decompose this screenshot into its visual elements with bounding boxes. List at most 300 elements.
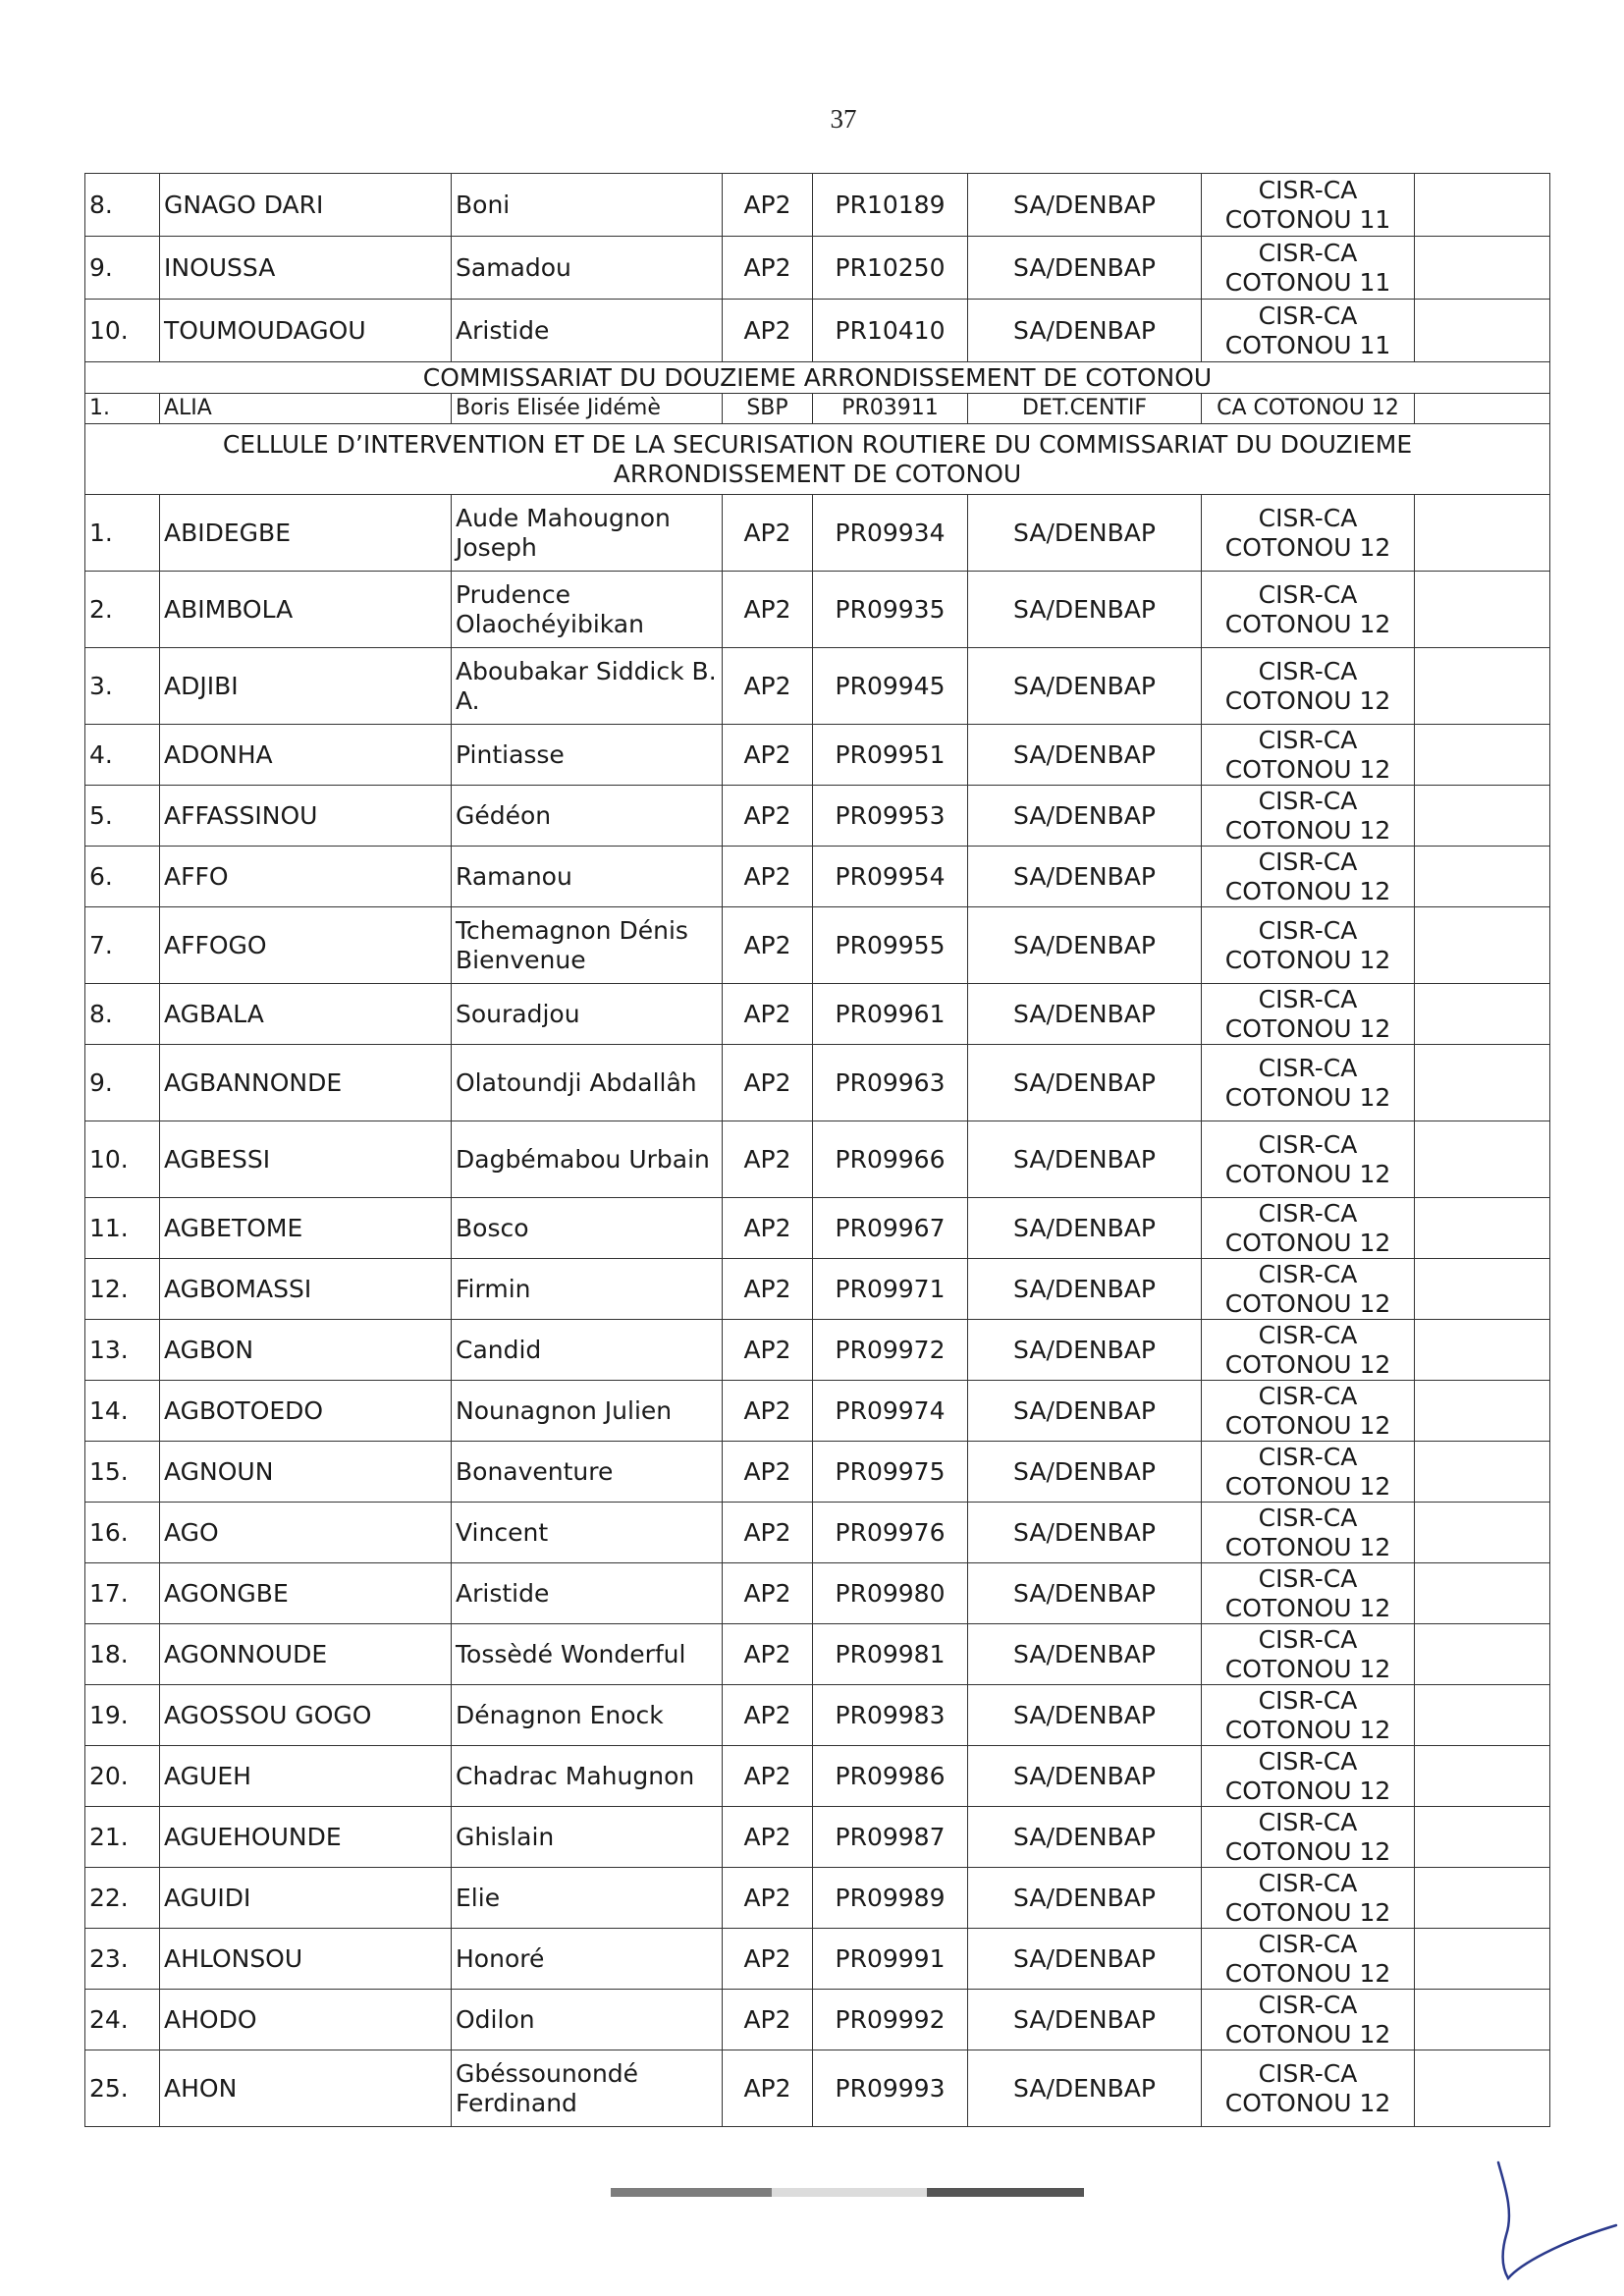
cell-unit-line1: CISR-CA: [1258, 1746, 1358, 1776]
cell-blank: [1415, 1624, 1550, 1685]
cell-unit-line2: COTONOU 12: [1224, 1958, 1391, 1988]
cell-unit-line2: COTONOU 12: [1224, 945, 1391, 974]
cell-unit-line1: CISR-CA: [1258, 1381, 1358, 1410]
table-row: [85, 2050, 1550, 2127]
cell-blank: [1415, 1259, 1550, 1320]
table-row: [85, 725, 1550, 786]
cell-unit-line2: COTONOU 12: [1224, 754, 1391, 784]
cell-id: PR09963: [813, 1045, 968, 1121]
cell-grade: AP2: [723, 786, 813, 847]
cell-department: SA/DENBAP: [968, 1198, 1202, 1259]
cell-last-name: AGUEH: [160, 1746, 452, 1807]
cell-grade: AP2: [723, 1198, 813, 1259]
cell-number: 10.: [85, 300, 160, 362]
cell-number: 6.: [85, 847, 160, 907]
cell-last-name: AFFASSINOU: [160, 786, 452, 847]
cell-last-name: AGBOTOEDO: [160, 1381, 452, 1442]
cell-unit: [1202, 174, 1415, 237]
cell-unit-line1: CISR-CA: [1258, 847, 1358, 876]
cell-id: PR09971: [813, 1259, 968, 1320]
cell-grade: AP2: [723, 1868, 813, 1929]
cell-id: PR10189: [813, 174, 968, 237]
cell-grade: AP2: [723, 1929, 813, 1990]
table-row: [85, 572, 1550, 648]
cell-first-name: Gédéon: [452, 786, 723, 847]
cell-number: 17.: [85, 1563, 160, 1624]
cell-last-name: AGBETOME: [160, 1198, 452, 1259]
cell-first-name: Dagbémabou Urbain: [452, 1121, 723, 1198]
table-row: [85, 300, 1550, 362]
cell-department: SA/DENBAP: [968, 1442, 1202, 1503]
cell-number: 25.: [85, 2050, 160, 2127]
cell-last-name: ADJIBI: [160, 648, 452, 725]
cell-first-name: Samadou: [452, 237, 723, 300]
cell-first-name: Chadrac Mahugnon: [452, 1746, 723, 1807]
cell-department: SA/DENBAP: [968, 1563, 1202, 1624]
cell-unit: [1202, 1259, 1415, 1320]
cell-unit-line1: CISR-CA: [1258, 1868, 1358, 1897]
cell-unit-line2: COTONOU 12: [1224, 876, 1391, 905]
cell-blank: [1415, 1121, 1550, 1198]
cell-unit-line1: CISR-CA: [1258, 579, 1358, 609]
cell-unit-line2: COTONOU 12: [1224, 1013, 1391, 1043]
cell-department: SA/DENBAP: [968, 1929, 1202, 1990]
cell-blank: [1415, 1868, 1550, 1929]
cell-id: PR09945: [813, 648, 968, 725]
cell-id: PR09954: [813, 847, 968, 907]
table-row: [85, 1259, 1550, 1320]
cell-number: 10.: [85, 1121, 160, 1198]
cell-unit-line2: COTONOU 12: [1224, 1410, 1391, 1440]
cell-unit: [1202, 1868, 1415, 1929]
cell-first-name: Ghislain: [452, 1807, 723, 1868]
cell-first-name: Firmin: [452, 1259, 723, 1320]
cell-number: 1.: [85, 394, 160, 424]
section-title-cellule-line1: CELLULE D’INTERVENTION ET DE LA SECURISATION ROUTIERE DU COMMISSARIAT DU DOUZIEME: [222, 429, 1413, 459]
cell-unit-line1: CISR-CA: [1258, 301, 1358, 330]
cell-grade: AP2: [723, 907, 813, 984]
cell-number: 9.: [85, 1045, 160, 1121]
cell-unit-line2: COTONOU 12: [1224, 1532, 1391, 1561]
cell-blank: [1415, 1045, 1550, 1121]
cell-last-name: TOUMOUDAGOU: [160, 300, 452, 362]
cell-id: PR09987: [813, 1807, 968, 1868]
cell-id: PR09966: [813, 1121, 968, 1198]
cell-unit: [1202, 1121, 1415, 1198]
cell-id: PR09935: [813, 572, 968, 648]
cell-id: PR09974: [813, 1381, 968, 1442]
cell-blank: [1415, 394, 1550, 424]
cell-unit-line2: COTONOU 11: [1224, 267, 1391, 297]
cell-unit-line2: COTONOU 12: [1224, 1593, 1391, 1622]
cell-number: 24.: [85, 1990, 160, 2050]
footer-bar-right: [927, 2188, 1084, 2197]
cell-blank: [1415, 907, 1550, 984]
cell-blank: [1415, 237, 1550, 300]
cell-id: PR09992: [813, 1990, 968, 2050]
cell-number: 2.: [85, 572, 160, 648]
cell-blank: [1415, 1563, 1550, 1624]
table-row: [85, 1320, 1550, 1381]
cell-blank: [1415, 1685, 1550, 1746]
cell-grade: SBP: [723, 394, 813, 424]
cell-number: 5.: [85, 786, 160, 847]
cell-id: PR09972: [813, 1320, 968, 1381]
table-row: [85, 1121, 1550, 1198]
cell-last-name: AGO: [160, 1503, 452, 1563]
cell-last-name: AGONNOUDE: [160, 1624, 452, 1685]
cell-grade: AP2: [723, 2050, 813, 2127]
cell-last-name: AHON: [160, 2050, 452, 2127]
section-title-cellule: [85, 424, 1550, 495]
cell-unit-line1: CISR-CA: [1258, 915, 1358, 945]
section-title-cellule-line2: ARRONDISSEMENT DE COTONOU: [613, 459, 1022, 488]
cell-first-name: Aboubakar Siddick B. A.: [452, 648, 723, 725]
cell-blank: [1415, 2050, 1550, 2127]
cell-unit-line2: COTONOU 12: [1224, 1159, 1391, 1188]
cell-number: 22.: [85, 1868, 160, 1929]
cell-last-name: AGBON: [160, 1320, 452, 1381]
cell-last-name: AGBESSI: [160, 1121, 452, 1198]
cell-grade: AP2: [723, 847, 813, 907]
cell-unit-line2: COTONOU 12: [1224, 1228, 1391, 1257]
cell-last-name: ABIDEGBE: [160, 495, 452, 572]
cell-number: 11.: [85, 1198, 160, 1259]
cell-department: SA/DENBAP: [968, 1868, 1202, 1929]
cell-unit: [1202, 1685, 1415, 1746]
cell-blank: [1415, 1381, 1550, 1442]
cell-number: 3.: [85, 648, 160, 725]
table-row: [85, 1807, 1550, 1868]
cell-grade: AP2: [723, 725, 813, 786]
cell-id: PR03911: [813, 394, 968, 424]
cell-number: 20.: [85, 1746, 160, 1807]
cell-grade: AP2: [723, 1045, 813, 1121]
cell-last-name: ABIMBOLA: [160, 572, 452, 648]
cell-blank: [1415, 847, 1550, 907]
cell-grade: AP2: [723, 1381, 813, 1442]
cell-blank: [1415, 648, 1550, 725]
cell-unit: [1202, 648, 1415, 725]
cell-department: SA/DENBAP: [968, 1807, 1202, 1868]
cell-first-name: Candid: [452, 1320, 723, 1381]
cell-grade: AP2: [723, 1990, 813, 2050]
cell-unit-line1: CISR-CA: [1258, 1259, 1358, 1288]
cell-department: SA/DENBAP: [968, 648, 1202, 725]
cell-department: SA/DENBAP: [968, 1685, 1202, 1746]
cell-grade: AP2: [723, 495, 813, 572]
cell-grade: AP2: [723, 237, 813, 300]
cell-grade: AP2: [723, 1503, 813, 1563]
cell-first-name: Nounagnon Julien: [452, 1381, 723, 1442]
cell-department: SA/DENBAP: [968, 1381, 1202, 1442]
cell-department: SA/DENBAP: [968, 1990, 1202, 2050]
cell-number: 1.: [85, 495, 160, 572]
section-commissariat: [85, 362, 1550, 495]
table-row: [85, 1381, 1550, 1442]
cell-unit-line2: COTONOU 12: [1224, 2019, 1391, 2049]
cell-department: SA/DENBAP: [968, 300, 1202, 362]
cell-blank: [1415, 300, 1550, 362]
cell-blank: [1415, 984, 1550, 1045]
cell-last-name: AHLONSOU: [160, 1929, 452, 1990]
cell-unit-line2: COTONOU 12: [1224, 1897, 1391, 1927]
cell-number: 14.: [85, 1381, 160, 1442]
cell-last-name: AGUEHOUNDE: [160, 1807, 452, 1868]
cell-department: SA/DENBAP: [968, 1624, 1202, 1685]
cell-id: PR09983: [813, 1685, 968, 1746]
section-title-commissariat: COMMISSARIAT DU DOUZIEME ARRONDISSEMENT DE COTONOU: [85, 362, 1550, 394]
cell-id: PR09961: [813, 984, 968, 1045]
cell-grade: AP2: [723, 1807, 813, 1868]
cell-unit: [1202, 725, 1415, 786]
cell-department: SA/DENBAP: [968, 1259, 1202, 1320]
table-row: [85, 237, 1550, 300]
cell-last-name: AGBANNONDE: [160, 1045, 452, 1121]
cell-number: 8.: [85, 984, 160, 1045]
cell-unit: [1202, 1503, 1415, 1563]
cell-first-name: Elie: [452, 1868, 723, 1929]
cell-blank: [1415, 1198, 1550, 1259]
cell-first-name: Odilon: [452, 1990, 723, 2050]
cell-first-name: Tchemagnon Dénis Bienvenue: [452, 907, 723, 984]
cell-first-name: Boris Elisée Jidémè: [452, 394, 723, 424]
cell-unit-line1: CISR-CA: [1258, 1685, 1358, 1715]
table-row: [85, 1685, 1550, 1746]
footer-bar-left: [611, 2188, 772, 2197]
cell-last-name: AGNOUN: [160, 1442, 452, 1503]
cell-grade: AP2: [723, 1624, 813, 1685]
cell-unit: [1202, 300, 1415, 362]
cell-unit: [1202, 1563, 1415, 1624]
cell-blank: [1415, 174, 1550, 237]
cell-blank: [1415, 1990, 1550, 2050]
cell-unit-line1: CISR-CA: [1258, 1320, 1358, 1349]
cell-first-name: Boni: [452, 174, 723, 237]
cell-number: 21.: [85, 1807, 160, 1868]
table-row: [85, 1503, 1550, 1563]
cell-last-name: AGUIDI: [160, 1868, 452, 1929]
cell-last-name: AGOSSOU GOGO: [160, 1685, 452, 1746]
table-row: [85, 1746, 1550, 1807]
table-row: [85, 847, 1550, 907]
cell-unit-line2: COTONOU 12: [1224, 1349, 1391, 1379]
cell-last-name: AGBOMASSI: [160, 1259, 452, 1320]
cell-last-name: AGONGBE: [160, 1563, 452, 1624]
page-number: 37: [830, 104, 857, 134]
cell-last-name: AFFO: [160, 847, 452, 907]
table-row: [85, 1442, 1550, 1503]
table-row: [85, 394, 1550, 424]
cell-first-name: Vincent: [452, 1503, 723, 1563]
cell-unit: [1202, 1381, 1415, 1442]
cell-unit-line2: COTONOU 12: [1224, 1654, 1391, 1683]
personnel-table: [84, 173, 1550, 2127]
cell-id: PR09981: [813, 1624, 968, 1685]
cell-unit-line1: CISR-CA: [1258, 1198, 1358, 1228]
cell-first-name: Dénagnon Enock: [452, 1685, 723, 1746]
table-row: [85, 1868, 1550, 1929]
cell-department: SA/DENBAP: [968, 786, 1202, 847]
table-row: [85, 984, 1550, 1045]
cell-id: PR10410: [813, 300, 968, 362]
cell-department: SA/DENBAP: [968, 1045, 1202, 1121]
cell-grade: AP2: [723, 1746, 813, 1807]
cell-grade: AP2: [723, 1320, 813, 1381]
cell-unit: [1202, 1320, 1415, 1381]
cell-unit-line2: COTONOU 11: [1224, 204, 1391, 234]
cell-last-name: AFFOGO: [160, 907, 452, 984]
cell-blank: [1415, 1503, 1550, 1563]
cell-id: PR09989: [813, 1868, 968, 1929]
footer-bar-middle: [772, 2188, 927, 2197]
cell-last-name: AHODO: [160, 1990, 452, 2050]
cell-unit-line2: COTONOU 12: [1224, 1776, 1391, 1805]
cell-unit-line1: CISR-CA: [1258, 175, 1358, 204]
cell-number: 18.: [85, 1624, 160, 1685]
cell-unit-line1: CISR-CA: [1258, 1442, 1358, 1471]
cell-first-name: Tossèdé Wonderful: [452, 1624, 723, 1685]
cell-first-name: Aristide: [452, 300, 723, 362]
cell-blank: [1415, 572, 1550, 648]
cell-grade: AP2: [723, 300, 813, 362]
cell-department: SA/DENBAP: [968, 174, 1202, 237]
table-body-top: [85, 174, 1550, 362]
cell-first-name: Olatoundji Abdallâh: [452, 1045, 723, 1121]
cell-department: DET.CENTIF: [968, 394, 1202, 424]
cell-first-name: Prudence Olaochéyibikan: [452, 572, 723, 648]
cell-id: PR10250: [813, 237, 968, 300]
cell-unit-line1: CISR-CA: [1258, 1807, 1358, 1836]
cell-unit-line1: CISR-CA: [1258, 1503, 1358, 1532]
cell-unit: [1202, 786, 1415, 847]
cell-last-name: INOUSSA: [160, 237, 452, 300]
cell-id: PR09934: [813, 495, 968, 572]
cell-department: SA/DENBAP: [968, 1503, 1202, 1563]
cell-grade: AP2: [723, 572, 813, 648]
cell-unit: [1202, 1990, 1415, 2050]
cell-blank: [1415, 1320, 1550, 1381]
cell-unit: [1202, 1045, 1415, 1121]
cell-unit-line1: CISR-CA: [1258, 2058, 1358, 2088]
table-row: [85, 1045, 1550, 1121]
cell-number: 12.: [85, 1259, 160, 1320]
cell-department: SA/DENBAP: [968, 907, 1202, 984]
cell-blank: [1415, 1929, 1550, 1990]
cell-grade: AP2: [723, 1121, 813, 1198]
cell-unit-line1: CISR-CA: [1258, 1563, 1358, 1593]
cell-first-name: Aristide: [452, 1563, 723, 1624]
cell-unit-line2: COTONOU 12: [1224, 1082, 1391, 1112]
cell-unit-line2: COTONOU 12: [1224, 685, 1391, 715]
cell-unit: [1202, 572, 1415, 648]
cell-department: SA/DENBAP: [968, 572, 1202, 648]
table-row: [85, 1624, 1550, 1685]
cell-id: PR09986: [813, 1746, 968, 1807]
cell-grade: AP2: [723, 984, 813, 1045]
cell-id: PR09993: [813, 2050, 968, 2127]
cell-unit: [1202, 1807, 1415, 1868]
table-row: [85, 907, 1550, 984]
cell-number: 4.: [85, 725, 160, 786]
cell-grade: AP2: [723, 174, 813, 237]
cell-unit-line1: CISR-CA: [1258, 984, 1358, 1013]
cell-first-name: Souradjou: [452, 984, 723, 1045]
cell-unit: [1202, 1746, 1415, 1807]
table-row: [85, 1990, 1550, 2050]
cell-department: SA/DENBAP: [968, 495, 1202, 572]
cell-blank: [1415, 1746, 1550, 1807]
table-body-cellule: [85, 495, 1550, 2127]
table-row: [85, 1198, 1550, 1259]
cell-blank: [1415, 1807, 1550, 1868]
cell-department: SA/DENBAP: [968, 725, 1202, 786]
cell-number: 8.: [85, 174, 160, 237]
cell-unit-line2: COTONOU 12: [1224, 1715, 1391, 1744]
cell-unit-line1: CISR-CA: [1258, 656, 1358, 685]
cell-unit-line2: COTONOU 12: [1224, 1288, 1391, 1318]
cell-id: PR09951: [813, 725, 968, 786]
cell-department: SA/DENBAP: [968, 847, 1202, 907]
cell-number: 13.: [85, 1320, 160, 1381]
cell-department: SA/DENBAP: [968, 1320, 1202, 1381]
table-row: [85, 1929, 1550, 1990]
cell-unit: [1202, 847, 1415, 907]
cell-blank: [1415, 495, 1550, 572]
cell-last-name: AGBALA: [160, 984, 452, 1045]
cell-number: 16.: [85, 1503, 160, 1563]
table-row: [85, 174, 1550, 237]
cell-first-name: Aude Mahougnon Joseph: [452, 495, 723, 572]
cell-unit-line2: COTONOU 12: [1224, 2088, 1391, 2117]
cell-first-name: Honoré: [452, 1929, 723, 1990]
cell-first-name: Ramanou: [452, 847, 723, 907]
cell-unit: CA COTONOU 12: [1202, 394, 1415, 424]
cell-unit-line1: CISR-CA: [1258, 786, 1358, 815]
cell-last-name: ALIA: [160, 394, 452, 424]
cell-unit-line1: CISR-CA: [1258, 1624, 1358, 1654]
cell-number: 7.: [85, 907, 160, 984]
cell-unit-line1: CISR-CA: [1258, 1929, 1358, 1958]
cell-blank: [1415, 725, 1550, 786]
cell-id: PR09976: [813, 1503, 968, 1563]
cell-unit-line1: CISR-CA: [1258, 238, 1358, 267]
cell-grade: AP2: [723, 1259, 813, 1320]
cell-number: 23.: [85, 1929, 160, 1990]
cell-id: PR09955: [813, 907, 968, 984]
cell-unit-line2: COTONOU 12: [1224, 609, 1391, 638]
cell-unit-line1: CISR-CA: [1258, 1129, 1358, 1159]
cell-unit-line2: COTONOU 12: [1224, 1836, 1391, 1866]
cell-unit-line1: CISR-CA: [1258, 503, 1358, 532]
cell-id: PR09967: [813, 1198, 968, 1259]
cell-id: PR09953: [813, 786, 968, 847]
cell-number: 15.: [85, 1442, 160, 1503]
cell-unit-line2: COTONOU 11: [1224, 330, 1391, 359]
cell-last-name: ADONHA: [160, 725, 452, 786]
table-row: [85, 648, 1550, 725]
handwritten-signature: [1481, 2155, 1624, 2292]
cell-department: SA/DENBAP: [968, 2050, 1202, 2127]
cell-unit: [1202, 1198, 1415, 1259]
table-row: [85, 495, 1550, 572]
cell-unit: [1202, 984, 1415, 1045]
cell-id: PR09975: [813, 1442, 968, 1503]
cell-unit-line2: COTONOU 12: [1224, 532, 1391, 562]
table-row: [85, 786, 1550, 847]
cell-grade: AP2: [723, 1685, 813, 1746]
cell-unit: [1202, 907, 1415, 984]
